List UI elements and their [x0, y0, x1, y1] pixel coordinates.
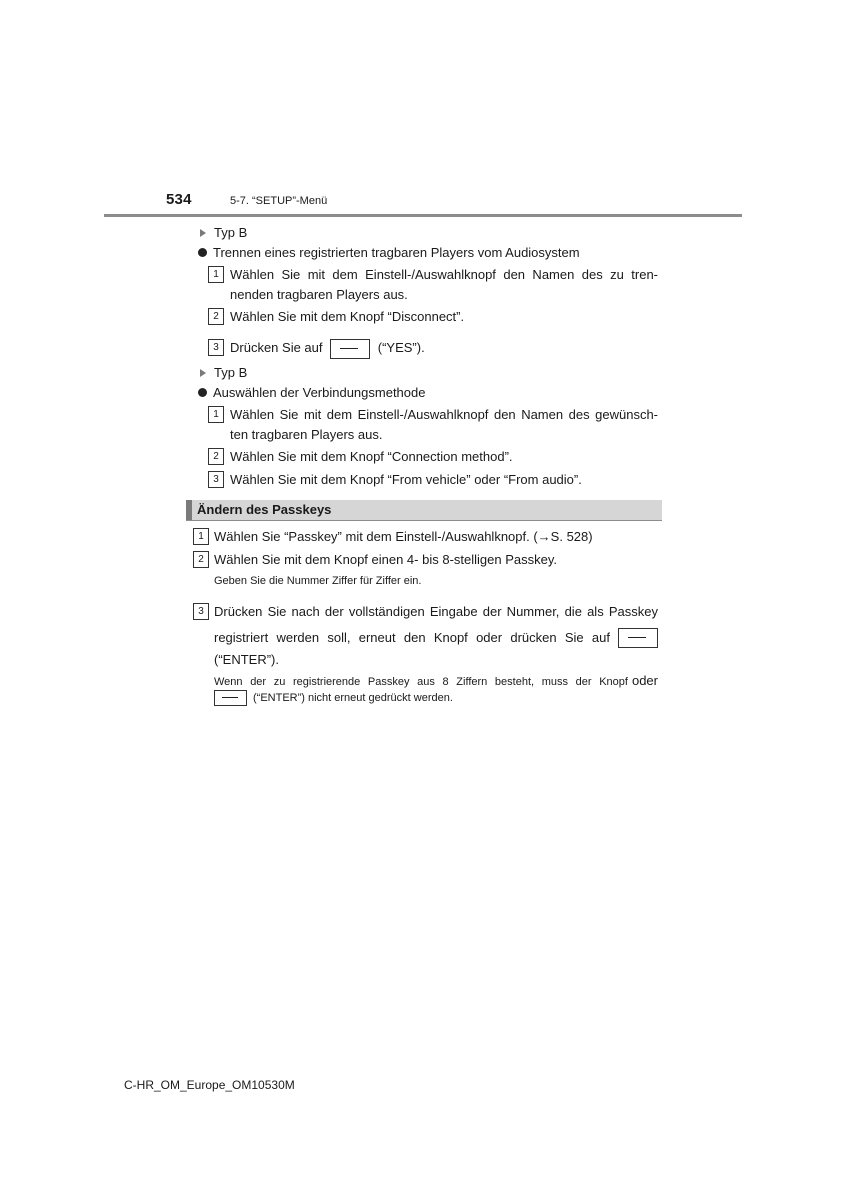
page-number: 534: [166, 191, 192, 208]
note-line2: (“ENTER”) nicht erneut gedrückt werden.: [253, 692, 453, 704]
step-text-after: (“YES”).: [377, 340, 425, 355]
step-number: 3: [208, 471, 224, 488]
step-text-cont: (“ENTER”).: [214, 652, 279, 667]
step-number: 2: [208, 308, 224, 325]
note-tail: oder: [631, 673, 658, 688]
step-number: 3: [193, 603, 209, 620]
type-text: Typ B: [214, 225, 248, 240]
step-text: Wählen Sie “Passkey” mit dem Einstell-/Auswahlknopf. (→S. 528): [214, 529, 593, 544]
type-label-1: [200, 224, 247, 242]
bullet-text: Trennen eines registrierten tragbaren Players vom Audiosystem: [213, 245, 580, 260]
header-rule: [104, 214, 742, 217]
triangle-icon: [200, 229, 206, 237]
bullet-dot-icon: [198, 248, 207, 257]
step-note-cont: [214, 690, 453, 707]
step-text-cont: ten tragbaren Players aus.: [230, 427, 383, 442]
section-heading-edge: [186, 500, 192, 521]
step-text-before: Drücken Sie auf: [230, 340, 323, 355]
step-number: 2: [193, 551, 209, 568]
step-text-cont: nenden tragbaren Players aus.: [230, 287, 408, 302]
bullet-heading-1: [198, 244, 580, 262]
triangle-icon: [200, 369, 206, 377]
step-number: 2: [208, 448, 224, 465]
note-line1: Wenn der zu registrierende Passkey aus 8 Ziffern besteht, muss der Knopf: [214, 676, 628, 688]
step-text: Wählen Sie mit dem Knopf “From vehicle” oder “From audio”.: [230, 472, 582, 487]
step-text: Wählen Sie mit dem Einstell-/Auswahlknopf den Namen des zu tren-: [230, 267, 658, 282]
step-text: Wählen Sie mit dem Einstell-/Auswahlknopf den Namen des gewünsch-: [230, 407, 658, 422]
step-note: Geben Sie die Nummer Ziffer für Ziffer ein.: [214, 575, 422, 587]
bullet-dot-icon: [198, 388, 207, 397]
footer-code: C-HR_OM_Europe_OM10530M: [124, 1078, 295, 1092]
step-text: Wählen Sie mit dem Knopf einen 4- bis 8-stelligen Passkey.: [214, 552, 557, 567]
step-number: 1: [208, 406, 224, 423]
step-number: 3: [208, 339, 224, 356]
type-label-2: [200, 364, 247, 382]
step-note: [214, 672, 658, 691]
section-heading: Ändern des Passkeys: [197, 502, 332, 517]
bullet-heading-2: [198, 384, 425, 402]
dash-button-icon: [618, 628, 658, 648]
section-heading-underline: [186, 520, 662, 521]
dash-button-icon: [214, 690, 247, 706]
step-text: Wählen Sie mit dem Knopf “Disconnect”.: [230, 309, 465, 324]
dash-button-icon: [330, 339, 370, 359]
step-number: 1: [208, 266, 224, 283]
section-title: 5-7. “SETUP”-Menü: [230, 195, 328, 207]
step-text: Drücken Sie nach der vollständigen Eingabe der Nummer, die als Passkey: [214, 604, 658, 619]
step-text-cont: [214, 628, 658, 648]
step-text-line2: registriert werden soll, erneut den Knopf oder drücken Sie auf: [214, 630, 610, 645]
bullet-text: Auswählen der Verbindungsmethode: [213, 385, 426, 400]
step-text: Wählen Sie mit dem Knopf “Connection method”.: [230, 449, 513, 464]
step-text: [230, 338, 425, 359]
step-number: 1: [193, 528, 209, 545]
type-text: Typ B: [214, 365, 248, 380]
